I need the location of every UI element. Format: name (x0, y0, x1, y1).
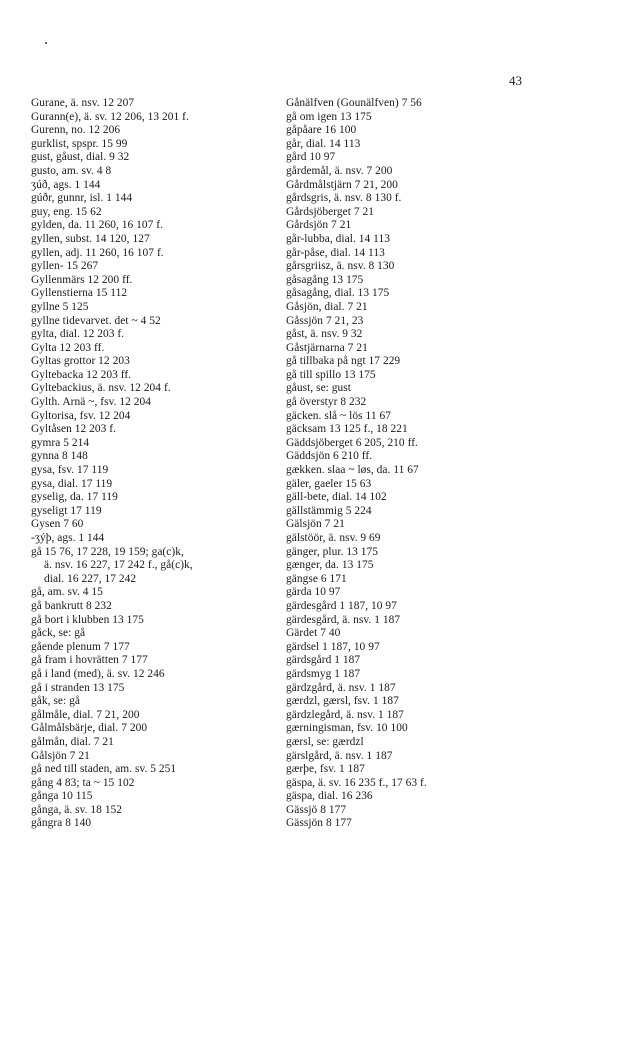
index-entry: gårdsgris, ä. nsv. 8 130 f. (286, 192, 402, 205)
index-entry: gust, gåust, dial. 9 32 (31, 151, 130, 164)
index-entry: går-lubba, dial. 14 113 (286, 232, 390, 245)
index-entry: Gylta 12 203 ff. (31, 341, 105, 354)
index-entry: Gylth. Arnä ~, fsv. 12 204 (31, 396, 151, 409)
index-entry: guy, eng. 15 62 (31, 205, 102, 218)
index-entry: Gårdsjöberget 7 21 (286, 205, 374, 218)
index-entry: gärdsgård 1 187 (286, 654, 361, 667)
index-entry: Gålsjön 7 21 (31, 749, 90, 762)
index-entry: gå bankrutt 8 232 (31, 599, 112, 612)
index-entry: gåk, se: gå (31, 695, 80, 708)
index-entry: gærþe, fsv. 1 187 (286, 763, 365, 776)
index-entry: Gyllenmärs 12 200 ff. (31, 273, 133, 286)
index-entry: går-påse, dial. 14 113 (286, 246, 385, 259)
index-entry: gærdzl, gærsl, fsv. 1 187 (286, 695, 399, 708)
index-entry: Gärdet 7 40 (286, 627, 341, 640)
index-entry: gurklist, spspr. 15 99 (31, 137, 128, 150)
index-entry: gärslgård, ä. nsv. 1 187 (286, 749, 393, 762)
index-entry: gåck, se: gå (31, 627, 86, 640)
index-entry: gålmåle, dial. 7 21, 200 (31, 708, 140, 721)
index-entry: gärdesgård, ä. nsv. 1 187 (286, 613, 401, 626)
index-column-left (31, 97, 289, 831)
index-entry: gærningisman, fsv. 10 100 (286, 722, 408, 735)
index-entry: gärdzlegård, ä. nsv. 1 187 (286, 708, 404, 721)
index-entry: Gäddsjön 6 210 ff. (286, 450, 373, 463)
index-entry: gående plenum 7 177 (31, 640, 130, 653)
index-entry: gärdsmyg 1 187 (286, 667, 361, 680)
index-entry: går, dial. 14 113 (286, 137, 361, 150)
index-entry: gålmån, dial. 7 21 (31, 735, 114, 748)
index-entry: gå i land (med), ä. sv. 12 246 (31, 667, 165, 680)
index-entry: gäcken. slå ~ lös 11 67 (286, 409, 391, 422)
index-entry: gå tillbaka på ngt 17 229 (286, 355, 401, 368)
index-column-right (286, 97, 632, 831)
index-entry: gårdemål, ä. nsv. 7 200 (286, 164, 393, 177)
index-entry: gälstöör, ä. nsv. 9 69 (286, 532, 381, 544)
index-entry: Gåsjön, dial. 7 21 (286, 300, 368, 313)
index-entry: Gårdsjön 7 21 (286, 219, 352, 232)
index-entry: gängse 6 171 (286, 572, 347, 585)
index-entry: Gurann(e), ä. sv. 12 206, 13 201 f. (31, 110, 189, 123)
index-entry: gång 4 83; ta ~ 15 102 (31, 776, 135, 789)
index-entry: gå ned till staden, am. sv. 5 251 (31, 763, 177, 776)
index-entry: Gånälfven (Gounälfven) 7 56 (286, 97, 422, 109)
index-entry: gå bort i klubben 13 175 (31, 613, 144, 626)
index-entry: Gålmålsbärje, dial. 7 200 (31, 722, 148, 735)
index-entry: Gåstjärnarna 7 21 (286, 341, 368, 354)
index-entry: gærsl, se: gærdzl (286, 735, 364, 748)
index-entry: gäcksam 13 125 f., 18 221 (286, 423, 408, 436)
index-entry: gænger, da. 13 175 (286, 559, 374, 572)
index-entry: gå fram i hovrätten 7 177 (31, 654, 148, 667)
index-entry: gymra 5 214 (31, 436, 90, 449)
index-entry: gylta, dial. 12 203 f. (31, 328, 125, 341)
index-entry: gärdesgård 1 187, 10 97 (286, 599, 397, 612)
index-entry: gäler, gaeler 15 63 (286, 477, 372, 490)
index-entry: gångra 8 140 (31, 817, 92, 830)
index-entry: gyllne 5 125 (31, 300, 89, 313)
index-entry: Gyltorisa, fsv. 12 204 (31, 409, 131, 422)
index-entry: gärdsel 1 187, 10 97 (286, 640, 380, 653)
index-entry: gånga 10 115 (31, 790, 93, 803)
index-entry: Gälsjön 7 21 (286, 518, 345, 531)
index-entry: gusto, am. sv. 4 8 (31, 164, 112, 177)
index-entry: gå i stranden 13 175 (31, 681, 125, 694)
index-entry: Gyltåsen 12 203 f. (31, 423, 117, 436)
page-number: 43 (509, 73, 522, 88)
index-entry: Gässjö 8 177 (286, 803, 347, 816)
index-entry: gånga, ä. sv. 18 152 (31, 803, 123, 816)
index-entry: gå, am. sv. 4 15 (31, 586, 103, 599)
index-entry: gyllen- 15 267 (31, 260, 99, 273)
index-entry: Gyltebackius, ä. nsv. 12 204 f. (31, 382, 171, 395)
index-entry: Gysen 7 60 (31, 518, 84, 531)
index-entry: ä. nsv. 16 227, 17 242 f., gå(c)k, (44, 559, 193, 572)
index-entry: gänger, plur. 13 175 (286, 545, 378, 558)
index-entry: gyllne tidevarvet. det ~ 4 52 (31, 314, 161, 327)
index-entry: Gäddsjöberget 6 205, 210 ff. (286, 436, 418, 449)
index-entry: gynna 8 148 (31, 450, 88, 463)
print-speck (45, 42, 47, 44)
index-entry: gysa, fsv. 17 119 (31, 464, 109, 477)
index-entry: gällstämmig 5 224 (286, 504, 372, 517)
index-entry: gyllen, subst. 14 120, 127 (31, 232, 150, 245)
index-entry: ʒúð, ags. 1 144 (31, 178, 101, 191)
index-entry: Gyltas grottor 12 203 (31, 355, 130, 368)
index-entry: gyselig, da. 17 119 (31, 491, 118, 504)
index-entry: gåpåare 16 100 (286, 124, 357, 137)
index-entry: gärdzgård, ä. nsv. 1 187 (286, 681, 396, 694)
index-entry: gå överstyr 8 232 (286, 396, 367, 409)
index-entry: Gässjön 8 177 (286, 817, 352, 830)
index-entry: gå om igen 13 175 (286, 110, 372, 123)
index-entry: gåsagång 13 175 (286, 273, 364, 286)
index-entry: gysa, dial. 17 119 (31, 477, 113, 490)
index-entry: gåust, se: gust (286, 382, 351, 395)
index-entry: Gyllenstierna 15 112 (31, 287, 128, 300)
index-entry: Gårdmålstjärn 7 21, 200 (286, 178, 398, 191)
index-entry: -ʒýþ, ags. 1 144 (31, 532, 105, 544)
index-entry: gúðr, gunnr, isl. 1 144 (31, 192, 133, 205)
index-entry: gylden, da. 11 260, 16 107 f. (31, 219, 164, 232)
index-entry: dial. 16 227, 17 242 (44, 572, 137, 585)
index-entry: gåsagång, dial. 13 175 (286, 287, 390, 300)
index-entry: gäspa, dial. 16 236 (286, 790, 373, 803)
index-entry: gækken. slaa ~ løs, da. 11 67 (286, 464, 419, 477)
index-entry: Gurane, ä. nsv. 12 207 (31, 97, 135, 109)
index-entry: gårsgriisz, ä. nsv. 8 130 (286, 260, 395, 273)
index-entry: gå till spillo 13 175 (286, 368, 376, 381)
index-entry: Gåssjön 7 21, 23 (286, 314, 364, 327)
index-entry: gyseligt 17 119 (31, 504, 102, 517)
index-entry: gåst, ä. nsv. 9 32 (286, 328, 363, 341)
index-entry: Gurenn, no. 12 206 (31, 124, 121, 137)
index-entry: gyllen, adj. 11 260, 16 107 f. (31, 246, 164, 259)
index-entry: Gyltebacka 12 203 ff. (31, 368, 132, 381)
index-entry: gård 10 97 (286, 151, 336, 164)
index-entry: gäll-bete, dial. 14 102 (286, 491, 387, 504)
index-entry: gärda 10 97 (286, 586, 341, 599)
index-entry: gå 15 76, 17 228, 19 159; ga(c)k, (31, 545, 184, 558)
index-entry: gäspa, ä. sv. 16 235 f., 17 63 f. (286, 776, 427, 789)
